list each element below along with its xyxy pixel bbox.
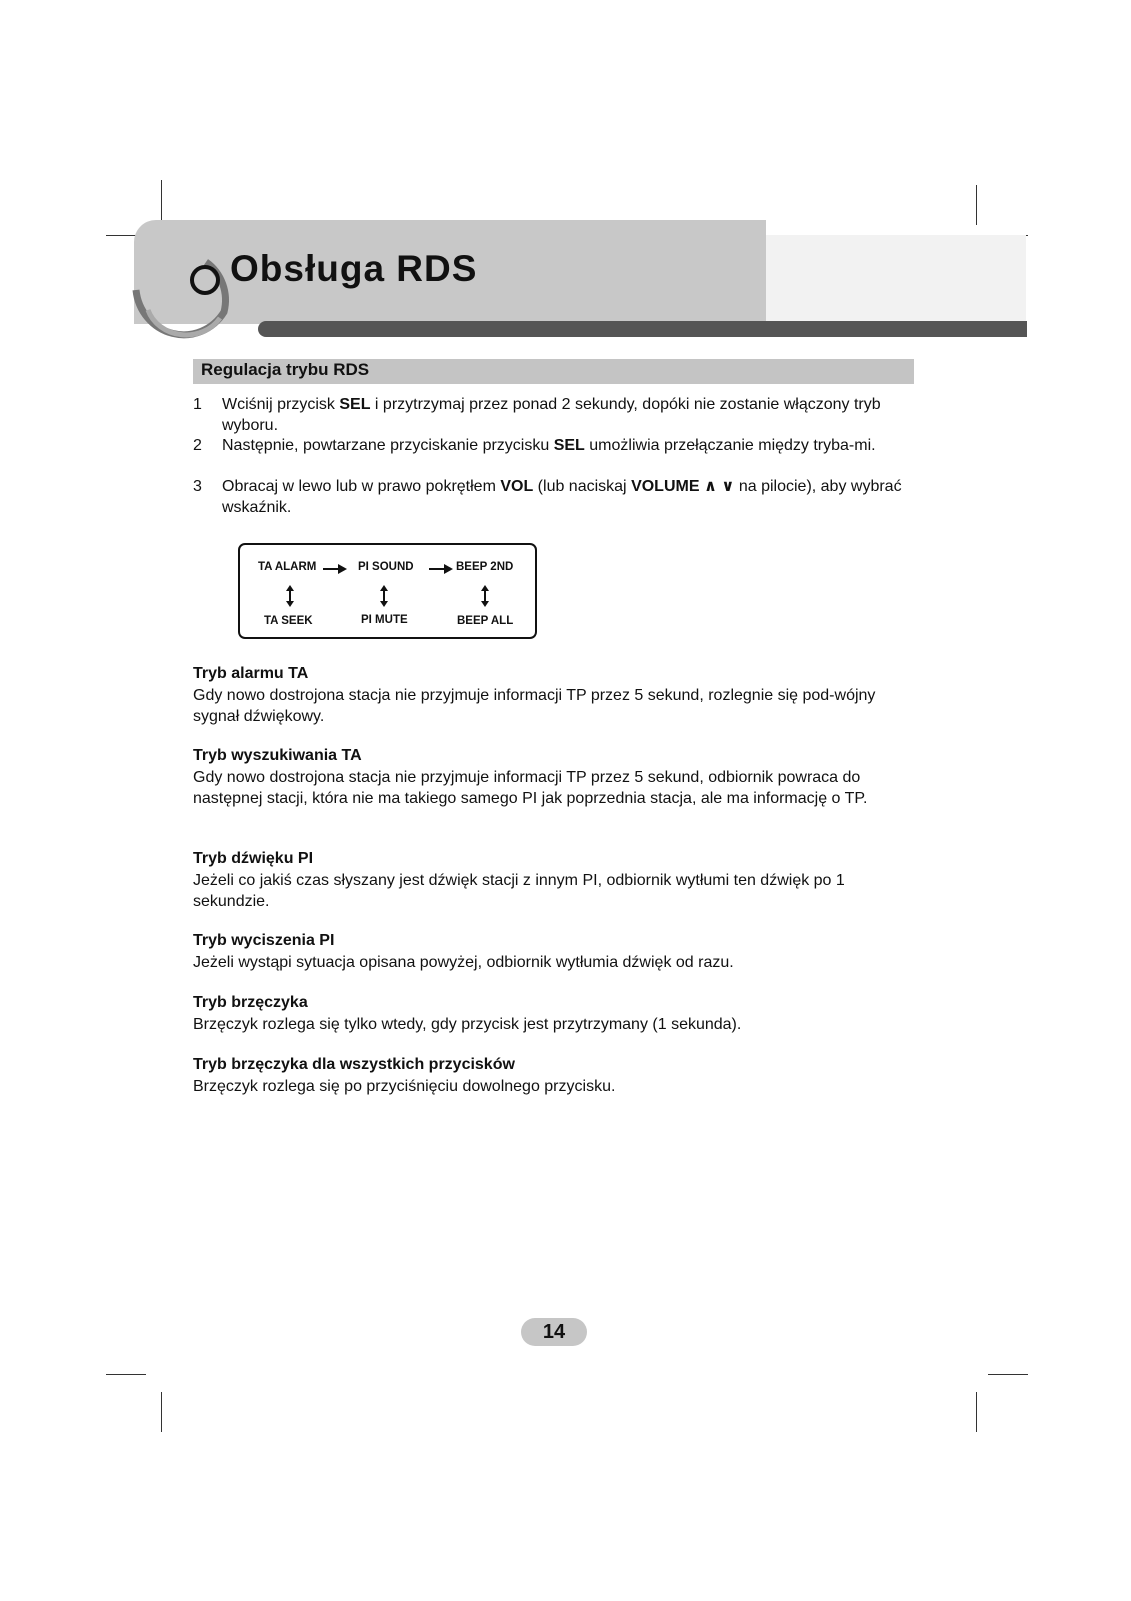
mode-cycle-diagram [238,543,537,639]
mode-description: Brzęczyk rozlega się po przyciśnięciu dowolnego przycisku. [193,1078,616,1095]
mode-description: Gdy nowo dostrojona stacja nie przyjmuje informacji TP przez 5 sekund, odbiornik powraca do następnej stacji, która nie ma takiego samego PI jak poprzednia stacja, ale ma informację o TP. [193,769,868,807]
step-text: Następnie, powtarzane przyciskanie przycisku SEL umożliwia przełączanie między tryba-mi. [222,437,876,454]
step-text: Wciśnij przycisk SEL i przytrzymaj przez ponad 2 sekundy, dopóki nie zostanie włączony tryb wyboru. [222,396,881,434]
diagram-label-pi-sound: PI SOUND [358,561,414,573]
crop-mark [976,185,977,225]
mode-title: Tryb alarmu TA [193,665,309,682]
mode-title: Tryb wyciszenia PI [193,932,335,949]
crop-mark [976,1392,977,1432]
mode-description: Jeżeli wystąpi sytuacja opisana powyżej, odbiornik wytłumia dźwięk od razu. [193,954,734,971]
mode-description: Brzęczyk rozlega się tylko wtedy, gdy przycisk jest przytrzymany (1 sekunda). [193,1016,742,1033]
crop-mark [106,1374,146,1375]
diagram-label-beep-2nd: BEEP 2ND [456,561,514,573]
arrow-right-icon [322,563,348,575]
mode-description: Gdy nowo dostrojona stacja nie przyjmuje informacji TP przez 5 sekund, rozlegnie się pod-wójny sygnał dźwiękowy. [193,687,876,725]
mode-title: Tryb wyszukiwania TA [193,747,362,764]
step-number: 1 [193,396,202,413]
page-number-badge: 14 [521,1318,587,1346]
step-number: 2 [193,437,202,454]
arrow-updown-icon [379,585,389,607]
mode-title: Tryb dźwięku PI [193,850,314,867]
arrow-right-icon [428,563,454,575]
arrow-updown-icon [285,585,295,607]
swoosh-logo-icon [128,250,238,360]
section-title: Regulacja trybu RDS [201,360,370,379]
diagram-label-ta-alarm: TA ALARM [258,561,317,573]
step-number: 3 [193,478,202,495]
mode-title: Tryb brzęczyka dla wszystkich przycisków [193,1056,515,1073]
step-text: Obracaj w lewo lub w prawo pokrętłem VOL (lub naciskaj VOLUME ∧ ∨ na pilocie), aby wybrać wskaźnik. [222,478,902,516]
mode-title: Tryb brzęczyka [193,994,308,1011]
arrow-updown-icon [480,585,490,607]
crop-mark [988,1374,1028,1375]
diagram-label-ta-seek: TA SEEK [264,615,313,627]
diagram-label-beep-all: BEEP ALL [457,615,514,627]
page-title: Obsługa RDS [230,248,478,289]
crop-mark [161,180,162,220]
mode-description: Jeżeli co jakiś czas słyszany jest dźwięk stacji z innym PI, odbiornik wytłumi ten dźwięk po 1 sekundzie. [193,872,845,910]
header-underline-bar [258,321,1027,337]
header-right-strip [766,235,1026,325]
diagram-label-pi-mute: PI MUTE [361,614,408,626]
crop-mark [161,1392,162,1432]
